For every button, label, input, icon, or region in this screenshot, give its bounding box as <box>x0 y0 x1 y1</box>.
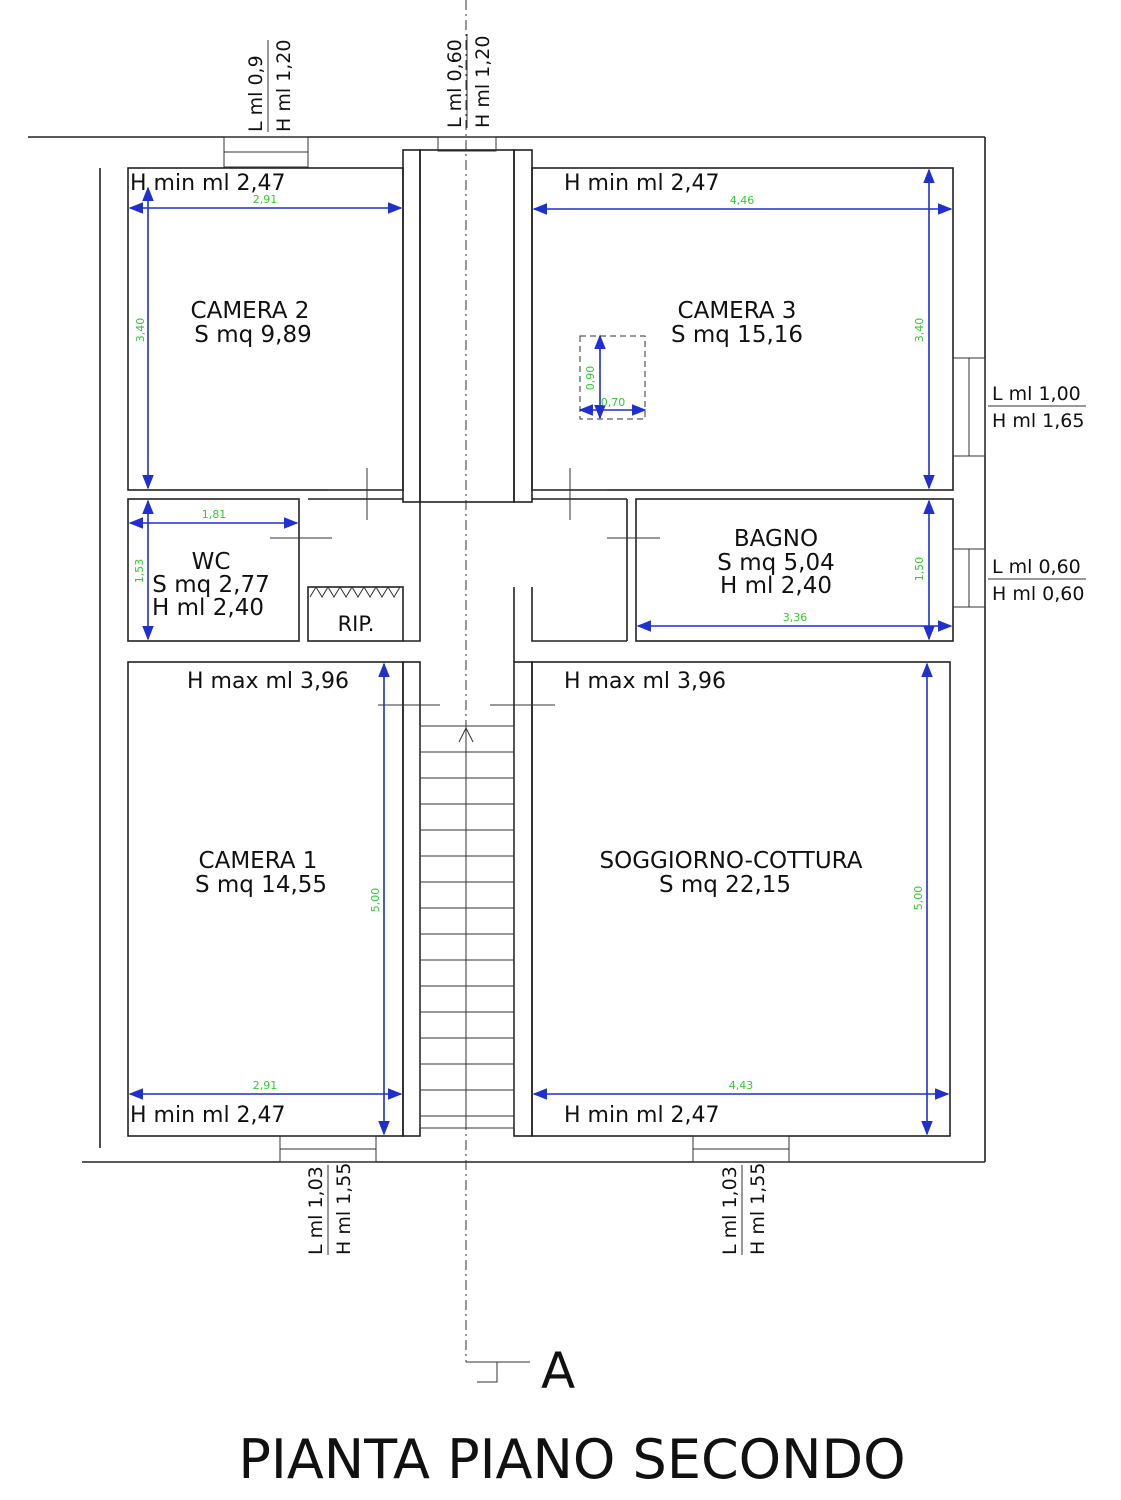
dim-soggiorno-h: 5,00 <box>912 885 925 911</box>
dim-camera1-h: 5,00 <box>369 887 382 913</box>
camera2-area: S mq 9,89 <box>194 322 312 348</box>
camera2-height: H min ml 2,47 <box>130 171 286 196</box>
dim-soggiorno-w: 4,43 <box>728 1079 754 1092</box>
corridor-walls <box>308 150 627 1136</box>
camera1-area: S mq 14,55 <box>194 872 328 898</box>
dim-bagno-h: 1,50 <box>913 556 926 582</box>
dim-camera2-h: 3,40 <box>134 317 147 343</box>
wc-name: WC <box>191 549 231 575</box>
dim-camera3-w: 4,46 <box>729 194 755 207</box>
camera3-height: H min ml 2,47 <box>564 171 720 196</box>
room-soggiorno <box>532 662 950 1136</box>
dim-camera1-w: 2,91 <box>252 1079 278 1092</box>
window-bottom-left-h: H ml 1,55 <box>333 1162 355 1255</box>
window-top-center-l: L ml 0,60 <box>444 39 466 128</box>
window-right-camera3-h: H ml 1,65 <box>992 410 1085 432</box>
window-top-left-h: H ml 1,20 <box>273 39 295 132</box>
wc-height: H ml 2,40 <box>152 595 264 621</box>
dim-fixture-h: 0,90 <box>584 365 597 391</box>
window-top-center-h: H ml 1,20 <box>472 35 494 128</box>
soggiorno-height-max: H max ml 3,96 <box>564 669 726 694</box>
room-camera1 <box>128 662 403 1136</box>
camera2-name: CAMERA 2 <box>190 298 310 324</box>
camera3-area: S mq 15,16 <box>670 322 804 348</box>
bagno-area: S mq 5,04 <box>717 550 835 576</box>
camera3-name: CAMERA 3 <box>677 298 797 324</box>
window-bottom-right-l: L ml 1,03 <box>719 1166 741 1255</box>
dim-camera2-w: 2,91 <box>252 193 278 206</box>
window-symbols <box>224 137 985 1162</box>
window-bottom-left-l: L ml 1,03 <box>305 1166 327 1255</box>
bagno-name: BAGNO <box>733 526 819 552</box>
window-right-bagno-h: H ml 0,60 <box>992 583 1085 605</box>
outer-walls <box>28 137 985 1162</box>
soggiorno-area: S mq 22,15 <box>658 872 792 898</box>
camera1-height-min: H min ml 2,47 <box>130 1103 286 1128</box>
window-right-bagno-l: L ml 0,60 <box>992 556 1081 578</box>
soggiorno-height-min: H min ml 2,47 <box>564 1103 720 1128</box>
soggiorno-name: SOGGIORNO-COTTURA <box>599 848 863 874</box>
window-bottom-right-h: H ml 1,55 <box>747 1162 769 1255</box>
dim-fixture-w: 0,70 <box>600 396 626 409</box>
dim-wc-w: 1,81 <box>201 508 227 521</box>
section-marker: A <box>541 1342 576 1400</box>
camera1-name: CAMERA 1 <box>198 848 318 874</box>
rip-name: RIP. <box>337 612 375 636</box>
staircase <box>420 726 514 1128</box>
dim-camera3-h: 3,40 <box>913 317 926 343</box>
window-top-left-l: L ml 0,9 <box>245 55 267 132</box>
dim-wc-h: 1,53 <box>133 558 146 584</box>
wc-area: S mq 2,77 <box>152 572 270 598</box>
bagno-height: H ml 2,40 <box>720 573 832 599</box>
dim-bagno-w: 3,36 <box>782 611 808 624</box>
page-title: PIANTA PIANO SECONDO <box>238 1428 906 1491</box>
rip-zigzag <box>310 587 400 597</box>
camera1-height-max: H max ml 3,96 <box>187 669 349 694</box>
window-right-camera3-l: L ml 1,00 <box>992 383 1081 405</box>
